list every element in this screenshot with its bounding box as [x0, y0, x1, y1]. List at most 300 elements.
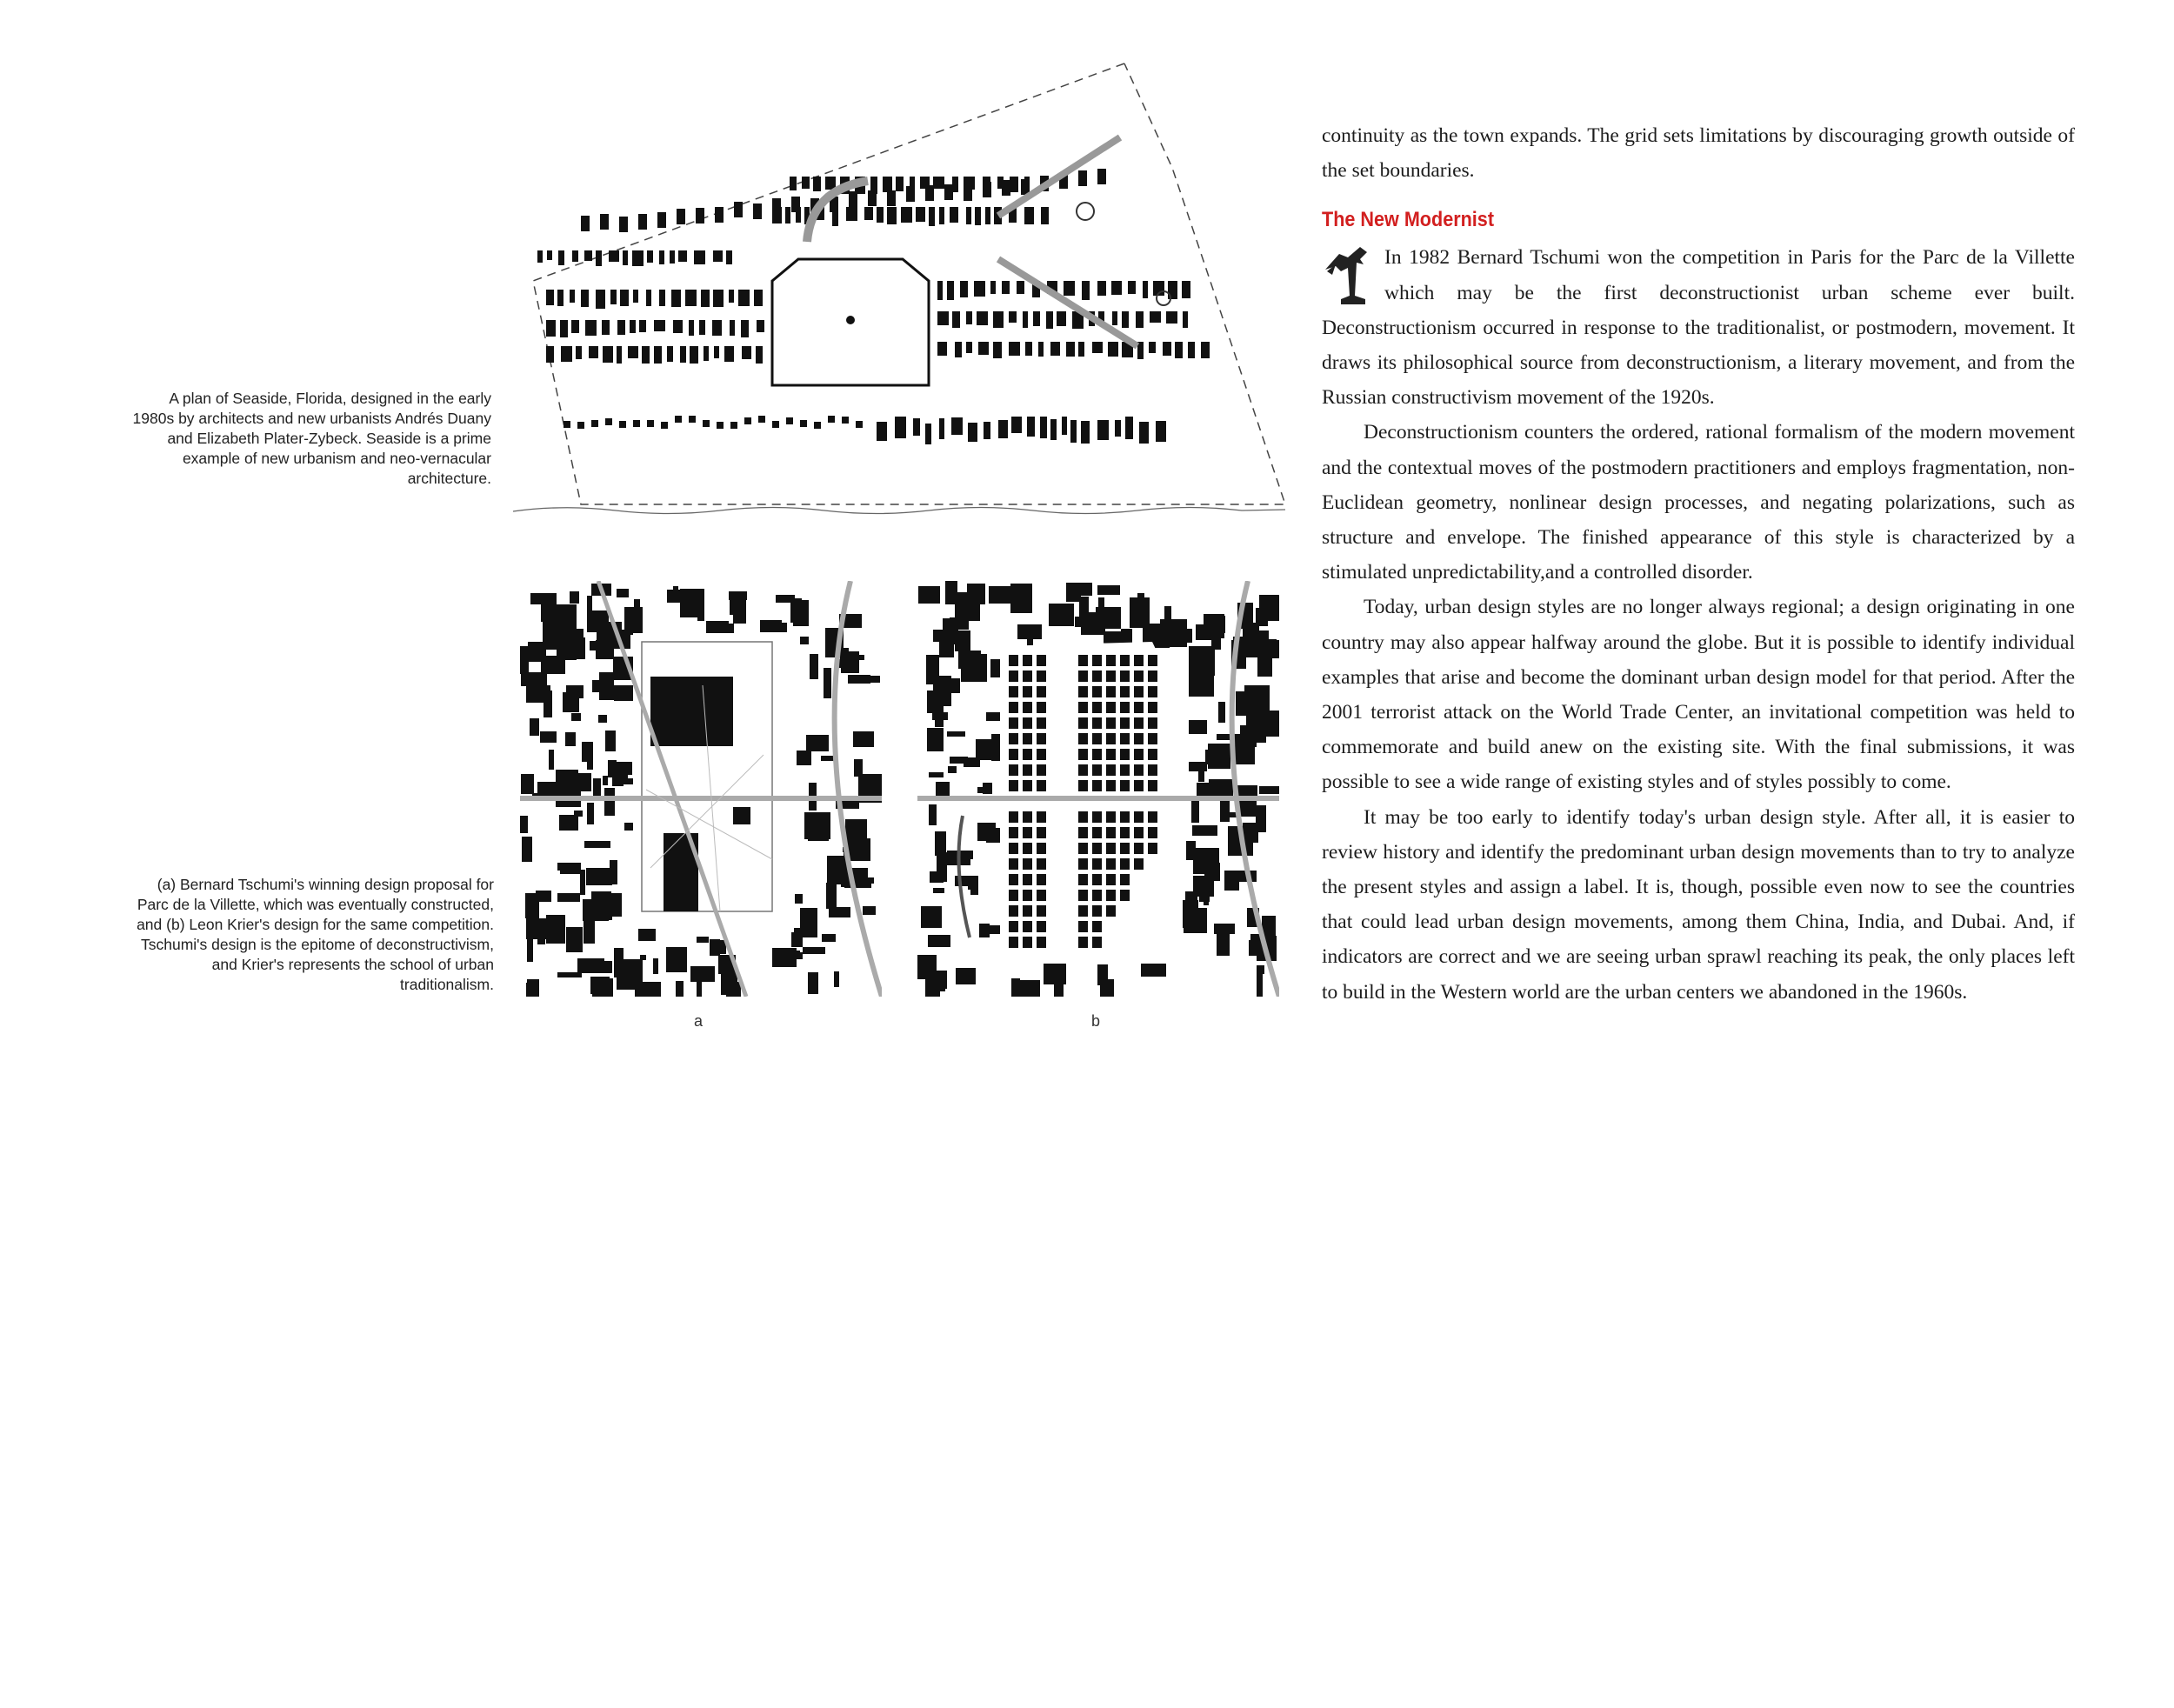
building-footprint — [689, 320, 694, 336]
city-block — [989, 586, 1013, 604]
city-block — [587, 610, 609, 632]
building-footprint — [610, 290, 617, 304]
building-footprint — [690, 346, 698, 364]
city-block — [808, 972, 818, 994]
city-block — [1236, 691, 1262, 716]
city-block — [1256, 608, 1268, 626]
grid-block — [1134, 858, 1144, 870]
city-block — [676, 981, 684, 997]
building-footprint — [939, 207, 944, 224]
building-footprint — [642, 346, 650, 364]
grid-block — [1037, 827, 1046, 838]
city-block — [1054, 984, 1064, 997]
city-block — [557, 893, 580, 902]
city-block — [848, 675, 870, 684]
grid-block — [1092, 874, 1102, 885]
building-footprint — [671, 290, 681, 307]
building-footprint — [1136, 311, 1144, 328]
seaside-caption: A plan of Seaside, Florida, designed in the early 1980s by architects and new urbanists Andrés Duany and Elizabeth Plater-Zybeck. Seaside is a prime example of new urbanism and neo-vernacular architecture. — [132, 390, 491, 487]
city-block — [1189, 762, 1207, 771]
city-block — [956, 968, 976, 984]
building-footprint — [966, 342, 972, 353]
building-footprint — [998, 420, 1008, 438]
city-block — [790, 598, 802, 623]
building-footprint — [703, 420, 710, 427]
building-footprint — [1201, 342, 1210, 358]
city-block — [800, 637, 809, 644]
building-footprint — [800, 420, 807, 427]
grid-block — [1134, 749, 1144, 760]
city-block — [673, 586, 678, 602]
building-footprint — [977, 311, 988, 325]
building-footprint — [772, 421, 779, 428]
city-block — [943, 618, 969, 630]
grid-block — [1037, 858, 1046, 870]
grid-block — [1078, 811, 1088, 823]
building-footprint — [576, 346, 582, 359]
building-footprint — [1078, 342, 1084, 357]
grid-block — [1078, 827, 1088, 838]
grid-block — [1120, 671, 1130, 682]
building-footprint — [753, 203, 762, 219]
building-footprint — [896, 177, 904, 191]
building-footprint — [659, 250, 664, 264]
city-block — [549, 750, 554, 770]
building-footprint — [1166, 311, 1177, 324]
grid-block — [1134, 671, 1144, 682]
grid-block — [1092, 749, 1102, 760]
city-block — [1192, 825, 1217, 836]
grid-block — [1148, 827, 1157, 838]
city-block — [845, 819, 867, 843]
city-block — [1010, 584, 1032, 613]
grid-block — [1148, 671, 1157, 682]
city-block — [584, 920, 595, 944]
grid-block — [1078, 655, 1088, 666]
grid-block — [1092, 827, 1102, 838]
paragraph-1: In 1982 Bernard Tschumi won the competition in Paris for the Parc de la Villette which may be the first deconstructionist urban scheme ever built. Deconstructionism occurred in response to the traditionalist, or postmodern, movement. It draws its philosophical source from deconstructionism, a literary movement, and from the Russian constructivism movement of the 1920s. — [1322, 246, 2075, 410]
building-footprint — [584, 250, 592, 261]
building-footprint — [685, 290, 697, 306]
building-footprint — [713, 250, 723, 262]
building-footprint — [678, 250, 687, 262]
section-heading: The New Modernist — [1322, 208, 1495, 232]
building-footprint — [726, 250, 732, 264]
city-block — [592, 680, 606, 692]
building-footprint — [887, 207, 897, 224]
building-footprint — [661, 422, 668, 429]
grid-block — [1009, 671, 1018, 682]
building-footprint — [729, 290, 734, 303]
grid-block — [1134, 702, 1144, 713]
city-block — [1167, 629, 1192, 643]
building-footprint — [561, 346, 572, 362]
building-footprint — [633, 420, 640, 427]
city-block — [1189, 720, 1207, 734]
grid-block — [1078, 843, 1088, 854]
building-footprint — [1025, 342, 1032, 356]
building-footprint — [974, 281, 985, 297]
building-footprint — [730, 422, 737, 429]
building-footprint — [1156, 421, 1166, 442]
city-block — [557, 863, 581, 871]
building-footprint — [571, 320, 579, 333]
building-footprint — [537, 250, 543, 263]
city-block — [1141, 964, 1166, 977]
building-footprint — [620, 290, 629, 306]
building-footprint — [704, 346, 709, 361]
building-footprint — [1168, 281, 1177, 299]
city-block — [733, 615, 746, 624]
grid-block — [1092, 843, 1102, 854]
city-block — [826, 883, 837, 909]
city-block — [1264, 711, 1279, 737]
grid-block — [1106, 890, 1116, 901]
city-block — [526, 983, 531, 997]
grid-block — [1092, 905, 1102, 917]
city-block — [760, 620, 782, 632]
grid-block — [1023, 905, 1032, 917]
building-footprint — [696, 208, 704, 224]
building-footprint — [868, 190, 877, 206]
building-footprint — [1175, 342, 1183, 358]
grid-block — [1134, 655, 1144, 666]
city-block — [1097, 585, 1120, 595]
building-footprint — [1046, 311, 1053, 329]
city-block — [929, 804, 937, 825]
grid-block — [1148, 686, 1157, 697]
building-footprint — [791, 197, 800, 212]
city-block — [640, 955, 646, 960]
city-block — [927, 728, 944, 751]
grid-block — [1148, 733, 1157, 744]
city-block — [797, 751, 811, 765]
building-footprint — [654, 346, 662, 364]
city-block — [544, 691, 552, 717]
building-footprint — [939, 418, 944, 439]
city-block — [961, 654, 987, 682]
figure-label-a: a — [694, 1012, 704, 1030]
city-block — [520, 816, 528, 833]
building-footprint — [602, 320, 610, 335]
building-footprint — [1009, 342, 1020, 356]
grid-block — [1023, 780, 1032, 791]
city-block — [570, 591, 579, 604]
grid-block — [1120, 827, 1130, 838]
city-block — [821, 756, 835, 761]
city-block — [697, 937, 709, 943]
building-footprint — [572, 250, 578, 262]
building-footprint — [856, 421, 863, 428]
building-footprint — [546, 320, 556, 337]
building-footprint — [1139, 422, 1149, 444]
city-block — [937, 971, 947, 989]
building-footprint — [966, 207, 971, 224]
city-block — [806, 735, 829, 751]
city-block — [772, 948, 797, 967]
city-block — [604, 906, 612, 920]
building-footprint — [849, 191, 857, 207]
building-footprint — [951, 417, 963, 435]
grid-block — [1106, 858, 1116, 870]
building-footprint — [964, 185, 972, 201]
building-footprint — [675, 416, 682, 423]
city-block — [863, 906, 876, 915]
city-block — [605, 731, 616, 751]
building-footprint — [1188, 342, 1195, 358]
grid-block — [1037, 780, 1046, 791]
grid-block — [1009, 874, 1018, 885]
grid-block — [1148, 717, 1157, 729]
body-text-column — [1322, 118, 2075, 1010]
grid-block — [1134, 764, 1144, 776]
city-block — [721, 969, 737, 995]
city-block — [1066, 583, 1081, 602]
building-footprint — [1143, 281, 1148, 298]
grid-block — [1120, 749, 1130, 760]
building-footprint — [546, 290, 554, 305]
building-footprint — [1066, 342, 1075, 357]
city-block — [948, 766, 957, 773]
city-block — [795, 894, 803, 904]
city-block — [933, 888, 944, 893]
grid-block — [1009, 921, 1018, 932]
building-footprint — [1092, 342, 1103, 353]
building-footprint — [623, 250, 628, 265]
building-footprint — [990, 281, 996, 294]
city-block — [537, 782, 557, 793]
grid-block — [1106, 811, 1116, 823]
grid-block — [1134, 843, 1144, 854]
building-footprint — [1097, 281, 1106, 296]
grid-block — [1134, 733, 1144, 744]
building-footprint — [906, 186, 915, 202]
grid-block — [1037, 702, 1046, 713]
city-block — [841, 651, 859, 673]
city-block — [1186, 841, 1196, 860]
building-footprint — [628, 346, 638, 358]
building-footprint — [617, 346, 622, 364]
building-footprint — [1038, 342, 1044, 357]
city-block — [598, 715, 607, 723]
grid-block — [1106, 905, 1116, 917]
building-footprint — [647, 420, 654, 427]
grid-block — [1106, 702, 1116, 713]
building-footprint — [968, 423, 977, 442]
grid-block — [1078, 702, 1088, 713]
city-block — [1011, 978, 1020, 997]
building-footprint — [630, 320, 636, 333]
building-footprint — [1062, 417, 1067, 435]
grid-block — [1106, 733, 1116, 744]
grid-block — [1023, 733, 1032, 744]
grid-block — [1106, 843, 1116, 854]
building-footprint — [1097, 169, 1106, 184]
building-footprint — [603, 346, 613, 363]
city-block — [566, 927, 583, 952]
building-footprint — [744, 417, 751, 424]
city-block — [584, 841, 610, 848]
city-block — [822, 934, 836, 942]
building-footprint — [734, 202, 743, 217]
building-footprint — [1070, 420, 1077, 443]
grid-block — [1023, 671, 1032, 682]
building-footprint — [993, 342, 1002, 358]
city-block — [617, 589, 629, 597]
building-footprint — [557, 290, 564, 306]
city-block — [933, 630, 958, 642]
grid-block — [1009, 764, 1018, 776]
building-footprint — [947, 281, 954, 300]
building-footprint — [984, 422, 990, 439]
city-block — [638, 929, 656, 941]
building-footprint — [1010, 177, 1018, 192]
grid-block — [1078, 764, 1088, 776]
city-block — [710, 939, 720, 956]
grid-block — [1037, 671, 1046, 682]
grid-block — [1092, 717, 1102, 729]
grid-block — [1023, 937, 1032, 948]
grid-block — [1009, 655, 1018, 666]
building-footprint — [596, 250, 602, 266]
grid-block — [1078, 905, 1088, 917]
city-block — [1164, 606, 1171, 624]
building-footprint — [937, 311, 949, 325]
building-footprint — [913, 418, 920, 436]
building-footprint — [993, 311, 1004, 328]
city-block — [666, 947, 687, 972]
building-footprint — [814, 422, 821, 429]
continuation-paragraph: continuity as the town expands. The grid sets limitations by discouraging growth outside of the set boundaries. — [1322, 124, 2075, 183]
building-footprint — [1108, 342, 1118, 357]
city-block — [976, 739, 1001, 760]
city-block — [808, 821, 829, 841]
building-footprint — [952, 311, 960, 328]
building-footprint — [1082, 281, 1090, 300]
building-footprint — [1023, 311, 1028, 328]
city-block — [608, 760, 617, 777]
city-block — [917, 961, 929, 969]
seaside-plan-figure — [511, 59, 1294, 529]
city-block — [1217, 779, 1227, 784]
city-block — [1196, 624, 1221, 640]
city-block — [853, 731, 874, 747]
paragraph-2: Deconstructionism counters the ordered, rational formalism of the modern movement and the contextual moves of the postmodern practitioners and employs fragmentation, non-Euclidean geometry, nonlinear design processes, and negating polarizations, such as structure and envelope. The finished appearance of this style is characterized by a stimulated unpredictability,and a controlled disorder. — [1322, 421, 2075, 584]
grid-block — [1148, 811, 1157, 823]
grid-block — [1120, 733, 1130, 744]
grid-block — [1134, 811, 1144, 823]
grid-block — [1023, 686, 1032, 697]
city-block — [697, 611, 704, 621]
building-footprint — [619, 421, 626, 428]
grid-block — [1148, 843, 1157, 854]
grid-block — [1092, 702, 1102, 713]
grid-block — [1023, 921, 1032, 932]
building-footprint — [933, 177, 944, 189]
grid-block — [1037, 717, 1046, 729]
building-footprint — [842, 417, 849, 424]
building-footprint — [673, 320, 683, 333]
villette-plan-b — [917, 581, 1279, 997]
building-footprint — [1149, 342, 1156, 353]
grid-block — [1078, 858, 1088, 870]
building-footprint — [577, 422, 584, 429]
building-footprint — [558, 250, 564, 265]
grid-block — [1134, 717, 1144, 729]
building-footprint — [570, 290, 575, 303]
grid-block — [1009, 686, 1018, 697]
city-block — [824, 668, 831, 698]
building-footprint — [802, 177, 810, 189]
grid-block — [1023, 811, 1032, 823]
city-block — [1144, 604, 1150, 623]
city-block — [1049, 604, 1074, 626]
city-block — [926, 655, 939, 684]
grid-block — [1037, 843, 1046, 854]
building-footprint — [659, 290, 665, 306]
grid-block — [1009, 905, 1018, 917]
building-footprint — [699, 320, 705, 335]
grid-block — [1120, 702, 1130, 713]
building-footprint — [741, 320, 749, 337]
building-footprint — [828, 416, 835, 423]
building-footprint — [654, 320, 665, 331]
city-block — [586, 868, 612, 885]
building-footprint — [1002, 281, 1010, 294]
building-footprint — [756, 346, 763, 364]
grid-block — [1037, 686, 1046, 697]
building-footprint — [717, 422, 724, 429]
grid-block — [1078, 749, 1088, 760]
city-block — [1019, 980, 1040, 997]
grid-block — [1120, 655, 1130, 666]
city-block — [634, 599, 640, 629]
grid-block — [1009, 937, 1018, 948]
city-block — [604, 788, 615, 816]
city-block — [528, 642, 546, 662]
grid-block — [1106, 671, 1116, 682]
building-footprint — [901, 207, 912, 223]
villette-plan-a — [520, 581, 882, 997]
grid-block — [1092, 655, 1102, 666]
grid-block — [1078, 717, 1088, 729]
grid-block — [1148, 749, 1157, 760]
grid-block — [1148, 702, 1157, 713]
building-footprint — [1017, 281, 1024, 294]
grid-block — [1023, 890, 1032, 901]
city-block — [1257, 653, 1272, 677]
grid-block — [1092, 764, 1102, 776]
building-footprint — [1011, 417, 1022, 433]
grid-block — [1134, 827, 1144, 838]
building-footprint — [689, 416, 696, 423]
grid-block — [1009, 717, 1018, 729]
building-footprint — [985, 207, 990, 224]
building-footprint — [547, 250, 552, 260]
building-footprint — [790, 177, 797, 190]
building-footprint — [877, 422, 887, 441]
city-block — [977, 823, 996, 841]
building-footprint — [952, 177, 958, 192]
grid-block — [1078, 671, 1088, 682]
building-footprint — [937, 342, 947, 356]
grid-block — [1106, 780, 1116, 791]
grid-block — [1009, 780, 1018, 791]
building-footprint — [1125, 417, 1133, 439]
building-footprint — [1024, 207, 1034, 224]
grid-block — [1120, 780, 1130, 791]
figure-label-b: b — [1091, 1012, 1101, 1030]
